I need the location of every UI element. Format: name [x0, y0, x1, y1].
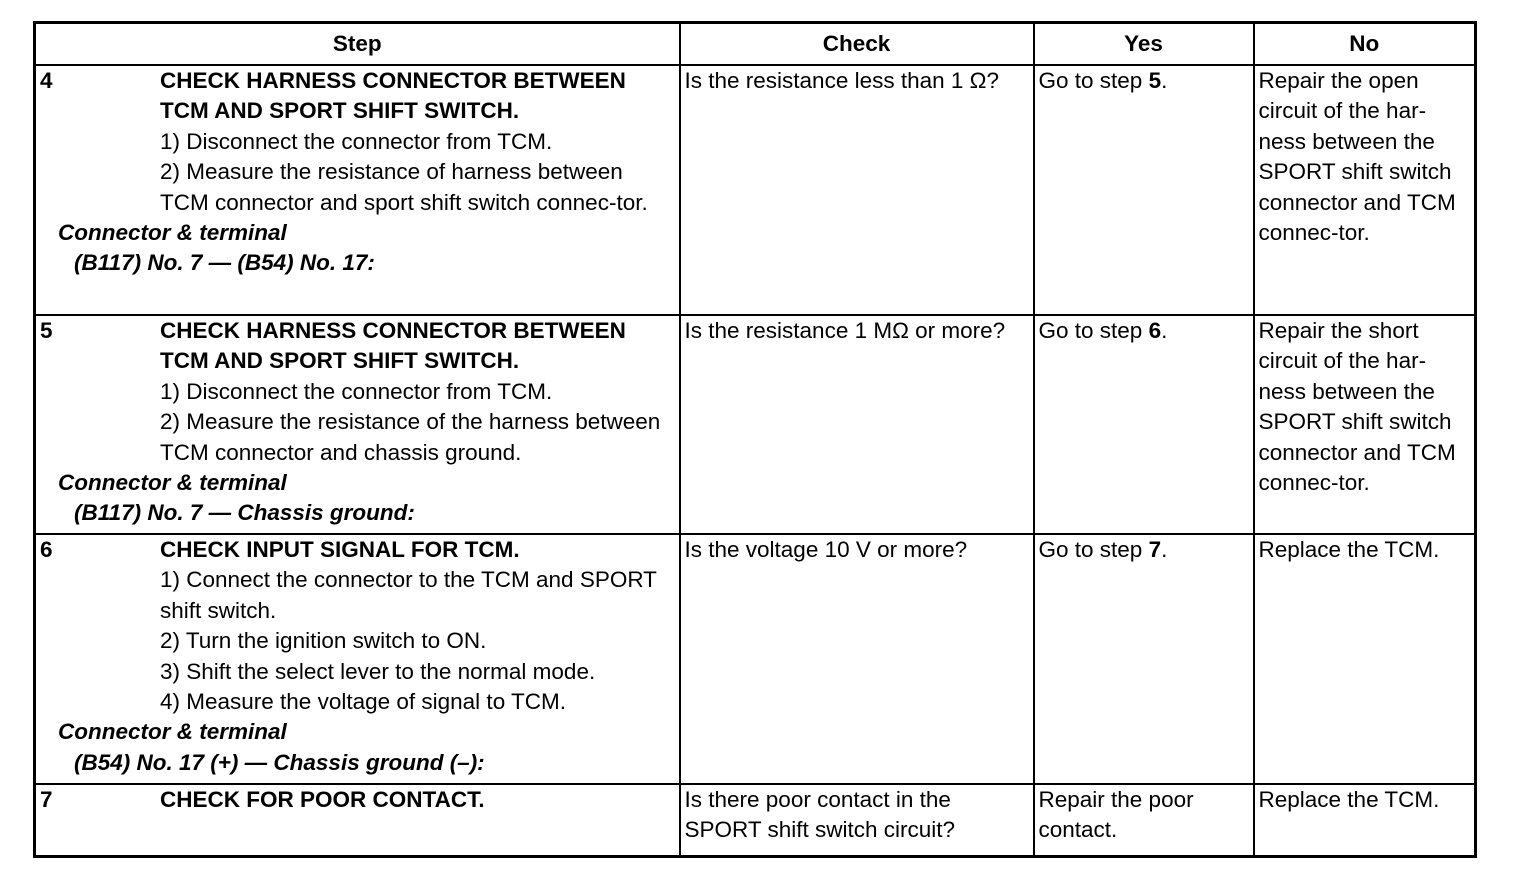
connector-terminal-value: (B117) No. 7 — Chassis ground:: [74, 500, 415, 526]
table-row: [35, 534, 1476, 784]
step-instruction: 2) Measure the resistance of the harness between TCM connector and chassis ground.: [160, 409, 661, 465]
step-cell: [35, 65, 680, 315]
step-number: 7: [40, 787, 53, 812]
connector-terminal-value: (B54) No. 17 (+) — Chassis ground (–):: [74, 749, 485, 775]
yes-suffix: .: [1161, 318, 1168, 343]
connector-terminal-value: (B117) No. 7 — (B54) No. 17:: [74, 250, 375, 276]
yes-suffix: .: [1161, 68, 1168, 93]
step-title: CHECK HARNESS CONNECTOR BETWEEN TCM AND SPORT SHIFT SWITCH.: [160, 68, 626, 124]
yes-step-number: 5: [1148, 68, 1162, 93]
table-row: [35, 65, 1476, 315]
connector-terminal-label: Connector & terminal: [58, 470, 287, 496]
no-cell: Repair the short circuit of the har-ness between the SPORT shift switch connector and TCM connec-tor.: [1254, 315, 1476, 534]
step-instruction: 1) Disconnect the connector from TCM.: [160, 378, 553, 404]
check-cell: Is the voltage 10 V or more?: [680, 534, 1034, 784]
yes-cell: Repair the poor contact.: [1034, 784, 1254, 856]
step-number: 4: [40, 68, 53, 93]
check-cell: Is the resistance 1 MΩ or more?: [680, 315, 1034, 534]
step-instruction: 1) Connect the connector to the TCM and SPORT shift switch.: [160, 567, 657, 623]
step-instruction: 4) Measure the voltage of signal to TCM.: [160, 689, 567, 715]
table-row: [35, 315, 1476, 534]
yes-step-number: 7: [1148, 537, 1162, 562]
yes-cell: [1034, 65, 1254, 315]
step-title: CHECK INPUT SIGNAL FOR TCM.: [160, 537, 520, 562]
table-row: [35, 784, 1476, 856]
no-cell: Repair the open circuit of the har-ness between the SPORT shift switch connector and TCM connec-tor.: [1254, 65, 1476, 315]
header-step: Step: [35, 23, 680, 66]
step-instruction: 3) Shift the select lever to the normal mode.: [160, 658, 596, 684]
table-header-row: [35, 23, 1476, 66]
header-check: Check: [680, 23, 1034, 66]
yes-cell: [1034, 534, 1254, 784]
step-instruction: 1) Disconnect the connector from TCM.: [160, 128, 553, 154]
step-title: CHECK HARNESS CONNECTOR BETWEEN TCM AND SPORT SHIFT SWITCH.: [160, 318, 626, 374]
step-number: 5: [40, 318, 53, 343]
yes-step-number: 6: [1148, 318, 1162, 343]
no-cell: Replace the TCM.: [1254, 534, 1476, 784]
step-cell: [35, 534, 680, 784]
yes-suffix: .: [1161, 537, 1168, 562]
step-cell: [35, 784, 680, 856]
connector-terminal-label: Connector & terminal: [58, 719, 287, 745]
yes-text: Go to step: [1038, 318, 1149, 343]
connector-terminal-label: Connector & terminal: [58, 220, 287, 246]
yes-text: Go to step: [1038, 68, 1149, 93]
check-cell: Is the resistance less than 1 Ω?: [680, 65, 1034, 315]
check-cell: Is there poor contact in the SPORT shift switch circuit?: [680, 784, 1034, 856]
yes-text: Go to step: [1038, 537, 1149, 562]
step-instruction: 2) Turn the ignition switch to ON.: [160, 628, 487, 654]
header-yes: Yes: [1034, 23, 1254, 66]
step-number: 6: [40, 537, 53, 562]
step-instruction: 2) Measure the resistance of harness between TCM connector and sport shift switch connec-tor.: [160, 159, 648, 215]
header-no: No: [1254, 23, 1476, 66]
step-title: CHECK FOR POOR CONTACT.: [160, 787, 485, 812]
yes-cell: [1034, 315, 1254, 534]
no-cell: Replace the TCM.: [1254, 784, 1476, 856]
diagnostic-procedure-table: [33, 21, 1477, 858]
step-cell: [35, 315, 680, 534]
